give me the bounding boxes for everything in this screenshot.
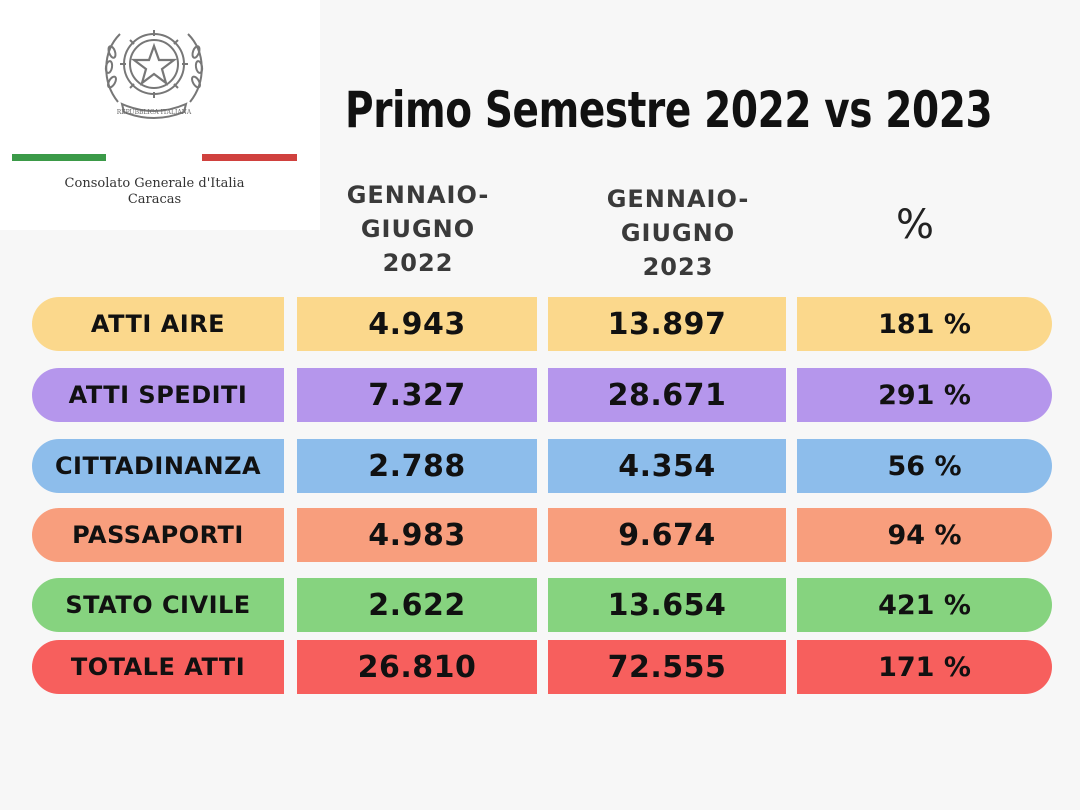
- value-2022: 2.622: [297, 578, 537, 632]
- value-percent: 421 %: [797, 578, 1052, 632]
- consolato-name: [12, 176, 297, 208]
- column-header-2023: [578, 182, 778, 284]
- column-header-2022-line: GENNAIO-: [346, 181, 490, 209]
- value-2022: 7.327: [297, 368, 537, 422]
- value-2022: 2.788: [297, 439, 537, 493]
- column-header-percent: %: [895, 202, 934, 248]
- value-2023: 72.555: [548, 640, 786, 694]
- value-2023: 4.354: [548, 439, 786, 493]
- value-percent: 56 %: [797, 439, 1052, 493]
- consolato-line-1: Consolato Generale d'Italia: [64, 176, 245, 191]
- value-2023: 13.897: [548, 297, 786, 351]
- row-label: TOTALE ATTI: [32, 640, 284, 694]
- row-label: STATO CIVILE: [32, 578, 284, 632]
- italian-republic-emblem-icon: [98, 12, 210, 124]
- row-label: PASSAPORTI: [32, 508, 284, 562]
- column-header-2022-line: 2022: [382, 249, 454, 277]
- value-2022: 26.810: [297, 640, 537, 694]
- flag-green-stripe: [12, 154, 106, 161]
- column-header-2023-line: 2023: [642, 253, 714, 281]
- column-header-2023-line: GIUGNO: [620, 219, 736, 247]
- page-title: Primo Semestre 2022 vs 2023: [345, 81, 993, 139]
- value-percent: 94 %: [797, 508, 1052, 562]
- column-header-2022: [318, 178, 518, 280]
- value-2023: 9.674: [548, 508, 786, 562]
- flag-white-stripe: [106, 154, 202, 161]
- row-label: ATTI AIRE: [32, 297, 284, 351]
- row-label: CITTADINANZA: [32, 439, 284, 493]
- column-header-2023-line: GENNAIO-: [606, 185, 750, 213]
- value-2022: 4.943: [297, 297, 537, 351]
- flag-red-stripe: [202, 154, 297, 161]
- svg-text:REPUBBLICA ITALIANA: REPUBBLICA ITALIANA: [116, 109, 192, 116]
- column-header-2022-line: GIUGNO: [360, 215, 476, 243]
- value-2023: 13.654: [548, 578, 786, 632]
- consolato-logo-block: [0, 0, 320, 230]
- consolato-line-2: Caracas: [127, 192, 182, 207]
- row-label: ATTI SPEDITI: [32, 368, 284, 422]
- value-percent: 181 %: [797, 297, 1052, 351]
- value-percent: 291 %: [797, 368, 1052, 422]
- value-percent: 171 %: [797, 640, 1052, 694]
- value-2023: 28.671: [548, 368, 786, 422]
- value-2022: 4.983: [297, 508, 537, 562]
